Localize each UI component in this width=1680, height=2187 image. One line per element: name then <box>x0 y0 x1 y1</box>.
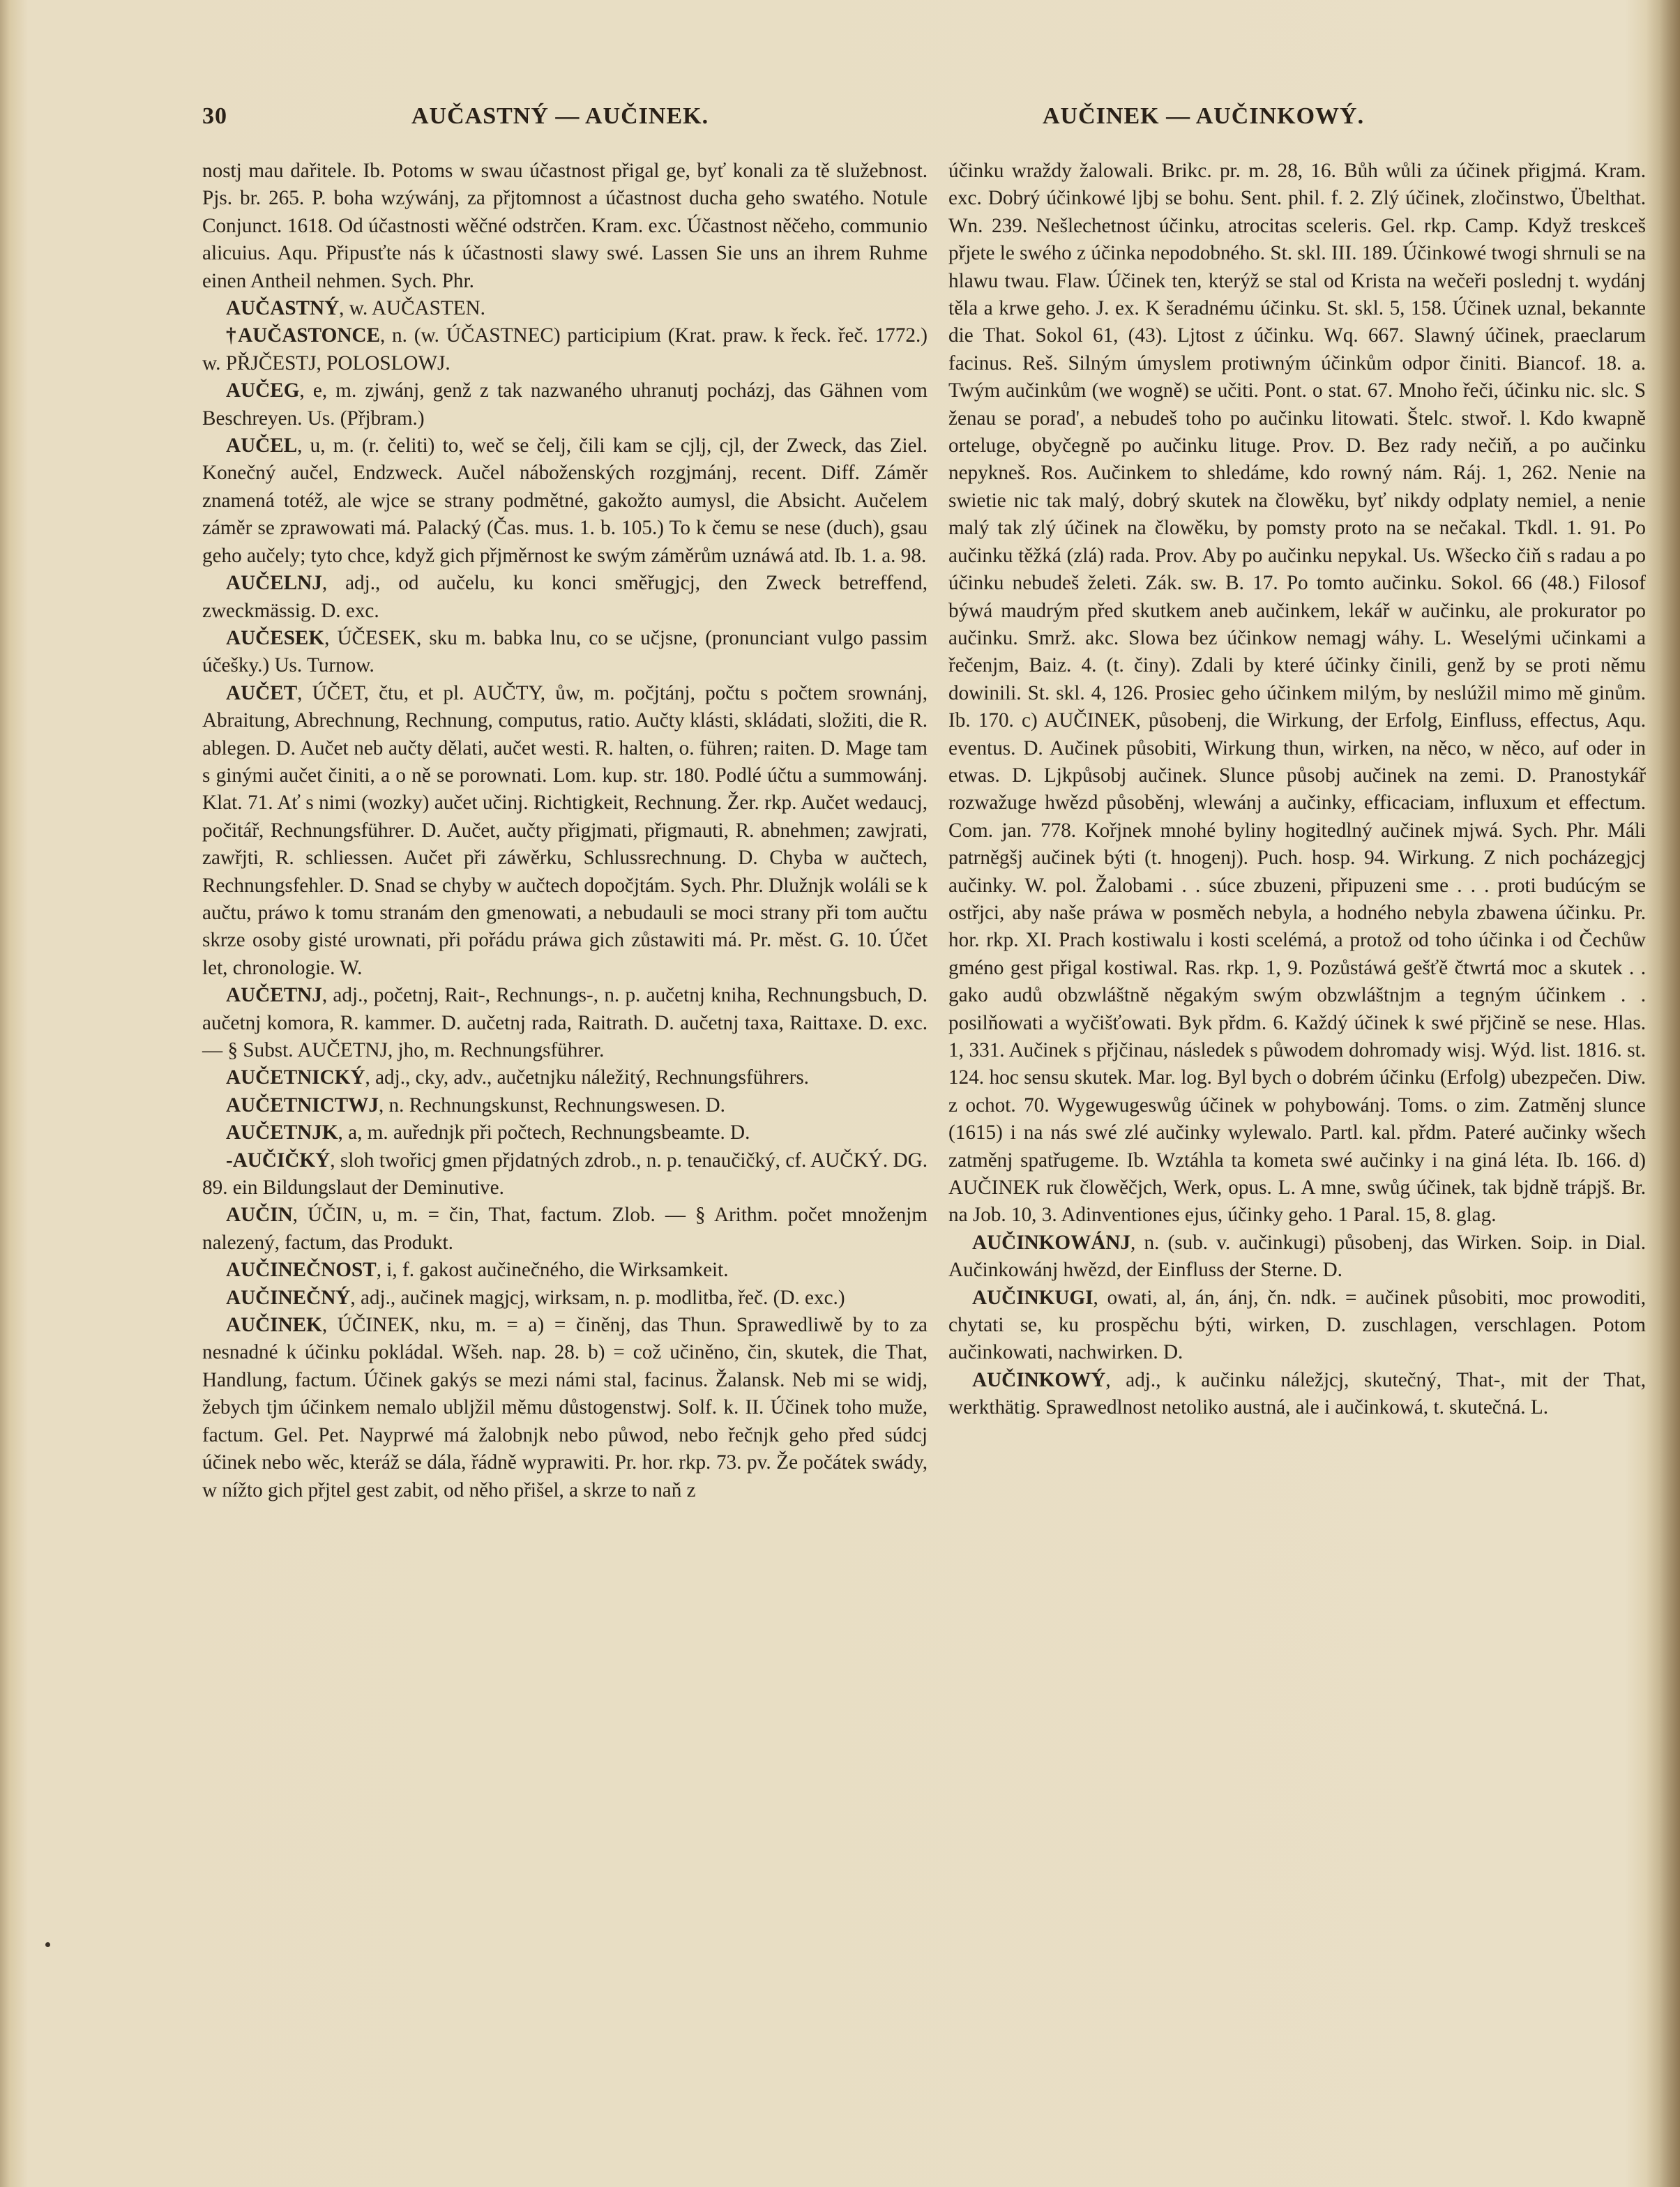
headword: AUČEL <box>226 434 298 457</box>
headword: AUČINKUGI <box>972 1286 1093 1309</box>
entry-paragraph: AUČESEK, ÚČESEK, sku m. babka lnu, co se učjsne, (pronunciant vulgo passim účešky.) Us. Turnow. <box>202 626 928 677</box>
headword: AUČASTNÝ <box>226 297 340 320</box>
entry-paragraph: AUČINEK, ÚČINEK, nku, m. = a) = činěnj, das Thun. Sprawedliwě by to za nesnadné k účinku pokládal. Wšeh. nap. 28. b) = což učiněno, čin, skutek, die That, Handlung, factum. Účinek gakýs se mezi námi stal, facinus. Žalansk. Neb mi se widj, žebych tjm účinkem nemalo ubljžil měmu důstogenstwj. Solf. k. II. Účinek toho muže, factum. Gel. Pet. Nayprwé má žalobnjk nebo půwod, nebo řečnjk geho před súdcj účinek nebo wěc, kteráž se dála, řádně wyprawiti. Pr. hor. rkp. 73. pv. Že počátek swády, w nížto gich přjtel gest zabit, od něho přišel, a skrze to naň z <box>202 1314 928 1501</box>
entry-paragraph: AUČINEČNOST, i, f. gakost aučinečného, die Wirksamkeit. <box>226 1259 729 1282</box>
entry-paragraph: AUČETNJK, a, m. auřednjk při počtech, Rechnungsbeamte. D. <box>226 1121 750 1144</box>
binding-shadow <box>1646 0 1680 2187</box>
headword: AUČET <box>226 681 298 704</box>
headword: †AUČASTONCE <box>226 324 380 347</box>
entry-paragraph: AUČEG, e, m. zjwánj, genž z tak nazwaného uhranutj pocházj, das Gähnen vom Beschreyen. Us. (Přjbram.) <box>202 379 928 430</box>
headword: -AUČIČKÝ <box>226 1149 331 1172</box>
entry-paragraph: AUČINKUGI, owati, al, án, ánj, čn. ndk. = aučinek působiti, moc prowoditi, chytati se, ku prospěchu býti, wirken, D. zuschlagen, verschlagen. Potom aučinkowati, nachwirken. D. <box>948 1286 1646 1364</box>
entry-paragraph: AUČETNICKÝ, adj., cky, adv., aučetnjku náležitý, Rechnungsführers. <box>226 1066 809 1089</box>
headword: AUČETNJK <box>226 1121 338 1144</box>
entry-paragraph: AUČIN, ÚČIN, u, m. = čin, That, factum. Zlob. — § Arithm. počet množenjm nalezený, factum, das Produkt. <box>202 1204 928 1254</box>
headword: AUČIN <box>226 1204 293 1227</box>
headword: AUČINEČNÝ <box>226 1286 351 1309</box>
headword: AUČELNJ <box>226 572 322 595</box>
headword: AUČINEK <box>226 1314 322 1337</box>
headword: AUČETNICTWJ <box>226 1094 379 1117</box>
entry-paragraph: AUČINKOWÁNJ, n. (sub. v. aučinkugi) působenj, das Wirken. Soip. in Dial. Aučinkowánj hwězd, der Einfluss der Sterne. D. <box>948 1231 1646 1282</box>
ink-speck <box>45 1942 50 1947</box>
headword: AUČINEČNOST <box>226 1259 377 1282</box>
running-header <box>202 103 1471 145</box>
entry-paragraph: -AUČIČKÝ, sloh twořicj gmen přjdatných zdrob., n. p. tenaučičký, cf. AUČKÝ. DG. 89. ein Bildungslaut der Deminutive. <box>202 1149 928 1200</box>
right-column <box>948 158 1646 1422</box>
headword: AUČETNJ <box>226 984 322 1007</box>
headword: AUČEG <box>226 379 300 402</box>
entry-paragraph: †AUČASTONCE, n. (w. ÚČASTNEC) participium (Krat. praw. k řeck. řeč. 1772.) w. PŘJČESTJ, POLOSLOWJ. <box>202 324 928 374</box>
headword: AUČINKOWÁNJ <box>972 1231 1131 1254</box>
entry-paragraph: AUČETNJ, adj., početnj, Rait-, Rechnungs-, n. p. aučetnj kniha, Rechnungsbuch, D. aučetnj komora, R. kammer. D. aučetnj rada, Raitrath. D. aučetnj taxa, Raittaxe. D. exc. — § Subst. AUČETNJ, jho, m. Rechnungsführer. <box>202 984 928 1061</box>
page-number: 30 <box>202 103 227 129</box>
entry-paragraph: AUČEL, u, m. (r. čeliti) to, weč se čelj, čili kam se cjlj, cjl, der Zweck, das Ziel. Konečný aučel, Endzweck. Aučel náboženských rozgjmánj, recent. Diff. Záměr znamená totéž, ale wjce se strany podmětné, gakožto aumysl, die Absicht. Aučelem záměr se zprawowati má. Palacký (Čas. mus. 1. b. 105.) To k čemu se nese (duch), gsau geho aučely; tyto chce, když gich přjměrnost ke swým záměrům uznáwá atd. Ib. 1. a. 98. <box>202 434 928 567</box>
left-column <box>202 158 928 1504</box>
entry-paragraph: účinku wraždy žalowali. Brikc. pr. m. 28, 16. Bůh wůli za účinek přigjmá. Kram. exc. Dobrý účinkowé ljbj se bohu. Sent. phil. f. 2. Zlý účinek, zločinstwo, Übelthat. Wn. 239. Nešlechetnost účinku, atrocitas sceleris. Gel. rkp. Camp. Když treskceš přjete le swého z účinka nepodobného. St. skl. III. 189. Účinkowé twogi shrnuli se na hlawu twau. Flaw. Účinek ten, kterýž se stal od Krista na wečeři poslednj t. wydánj těla a krwe geho. J. ex. K šeradnému účinku. St. skl. 5, 158. Účinek uznal, bekannte die That. Sokol 61, (43). Ljtost z účinku. Wq. 667. Slawný účinek, praeclarum facinus. Reš. Silným úmyslem protiwným účinkům odpor činiti. Biancof. 18. a. Twým aučinkům (we wogně) se učiti. Pont. o stat. 67. Mnoho řeči, účinku nic. slc. S ženau se porad', a nebudeš toho po aučinku litowati. Štelc. stwoř. l. Kdo kwapně orteluge, obyčegně po aučinku lituge. Prov. D. Bez rady nečiň, a po aučinku nepykneš. Ros. Aučinkem to shledáme, kdo rowný nám. Ráj. 1, 262. Nenie na swietie nic tak malý, dobrý skutek na člowěku, byť nikdy odplaty nemiel, a nenie malý tak zlý účinek na člowěku, by pomsty proto na se nečakal. Tkdl. 1. 91. Po aučinku těžká (zlá) rada. Prov. Aby po aučinku nepykal. Us. Wšecko čiň s radau a po účinku nebudeš želeti. Zák. sw. B. 17. Po tomto aučinku. Sokol. 66 (48.) Filosof býwá maudrým před skutkem aneb aučinkem, lekář w aučinku, ale prokurator po aučinku. Smrž. akc. Slowa bez účinkow nemagj wáhy. L. Weselými učinkami a řečenjm, Baiz. 4. (t. činy). Zdali by které účinky činili, genž by se proti němu dowinili. St. skl. 4, 126. Prosiec geho účinkem milým, by neslúžil mimo mě ginům. Ib. 170. c) AUČINEK, působenj, die Wirkung, der Erfolg, Einfluss, effectus, Aqu. eventus. D. Aučinek působiti, Wirkung thun, wirken, na něco, w něco, auf oder in etwas. D. Ljkpůsobj aučinek. Slunce působj aučinek na zemi. D. Pranostykář rozwažuge hwězd působěnj, wlewánj a aučinky, efficaciam, influxum et effectum. Com. jan. 778. Kořjnek mnohé byliny hogitedlný aučinek mjwá. Sych. Phr. Máli patrněgšj aučinek býti (t. hnogenj). Puch. hosp. 94. Wirkung. Z nich pocházegjcj aučinky. W. pol. Žalobami . . súce zbuzeni, připuzeni sme . . . proti budúcým se ostřjci, aby naše práwa w posměch nebyla, a hodného nebyla zbawena účinku. Pr. hor. rkp. XI. Prach kostiwalu i kosti scelémá, a protož od toho účinka i od Čechůw gméno gest přigal kostiwal. Ras. rkp. 1, 9. Pozůstáwá gešťě čtwrtá moc a skutek . . gako audů obzwláštně něgakým swým obzwláštnjm a tegným účinkem . . posilňowati a wyčišťowati. Byk přdm. 6. Každý účinek k swé přjčině se nese. Hlas. 1, 331. Aučinek s přjčinau, následek s půwodem dohromady wisj. Wýd. list. 1816. st. 124. hoc sensu skutek. Mar. log. Byl bych o dobrém účinku (Erfolg) ubezpečen. Diw. z ochot. 70. Wygewugeswůg účinek w pohybowánj. Toms. o zim. Zatměnj slunce (1615) i na nás swé zlé aučinky wylewalo. Partl. kal. přdm. Pateré aučinky wšech zatměnj spatřugeme. Ib. Wztáhla ta kometa swé aučinky i na giná léta. Ib. 166. d) AUČINEK ruk člowěčjch, Werk, opus. L. A mne, swůg účinek, tak bjdně trápjš. Br. na Job. 10, 3. Adinventiones ejus, účinky geho. 1 Paral. 15, 8. glag. <box>948 160 1646 1227</box>
entry-paragraph: AUČET, ÚČET, čtu, et pl. AUČTY, ůw, m. počjtánj, počtu s počtem srownánj, Abraitung, Abrechnung, Rechnung, computus, ratio. Aučty klásti, skládati, složiti, die R. ablegen. D. Aučet neb aučty dělati, aučet westi. R. halten, o. führen; raiten. D. Mage tam s ginými aučet činiti, a o ně se porownati. Lom. kup. str. 180. Podlé účtu a summowánj. Klat. 71. Ať s nimi (wozky) aučet učinj. Richtigkeit, Rechnung. Žer. rkp. Aučet wedaucj, počitář, Rechnungsführer. D. Aučet, aučty přigjmati, přigmauti, R. abnehmen; zawjrati, zawřjti, R. schliessen. Aučet při záwěrku, Schlussrechnung. D. Chyba w aučtech, Rechnungsfehler. D. Snad se chyby w aučtech dopočjtám. Sych. Phr. Dlužnjk woláli se k aučtu, práwo k tomu stranám den gmenowati, a nebudauli se moci strany při tom aučtu skrze osoby gisté urownati, při pořádu práwa gich zůstawiti má. Pr. měst. G. 10. Účet let, chronologie. W. <box>202 681 928 979</box>
headword: AUČESEK <box>226 626 325 649</box>
entry-paragraph: nostj mau dařitele. Ib. Potoms w swau účastnost přigal ge, byť konali za tě služebnost. Pjs. br. 265. P. boha wzýwánj, za přjtomnost a účastnost ducha geho swatého. Notule Conjunct. 1618. Od účastnosti wěčné odstrčen. Kram. exc. Účastnost něčeho, communio alicuius. Aqu. Připusťte nás k účastnosti slawy swé. Lassen Sie uns an ihrem Ruhme einen Antheil nehmen. Sych. Phr. <box>202 160 928 292</box>
headword: AUČINKOWÝ <box>972 1368 1106 1391</box>
entry-paragraph: AUČELNJ, adj., od aučelu, ku konci směřugjcj, den Zweck betreffend, zweckmässig. D. exc. <box>202 572 928 622</box>
headword: AUČETNICKÝ <box>226 1066 365 1089</box>
entry-paragraph: AUČETNICTWJ, n. Rechnungskunst, Rechnungswesen. D. <box>226 1094 725 1117</box>
entry-paragraph: AUČINKOWÝ, adj., k aučinku náležjcj, skutečný, That-, mit der That, werkthätig. Sprawedlnost netoliko austná, ale i aučinkowá, t. skutečná. L. <box>948 1368 1646 1419</box>
header-left-title: AUČASTNÝ — AUČINEK. <box>411 103 709 129</box>
entry-paragraph: AUČINEČNÝ, adj., aučinek magjcj, wirksam, n. p. modlitba, řeč. (D. exc.) <box>226 1286 845 1309</box>
entry-paragraph: AUČASTNÝ, w. AUČASTEN. <box>226 297 485 320</box>
header-right-title: AUČINEK — AUČINKOWÝ. <box>1043 103 1365 129</box>
